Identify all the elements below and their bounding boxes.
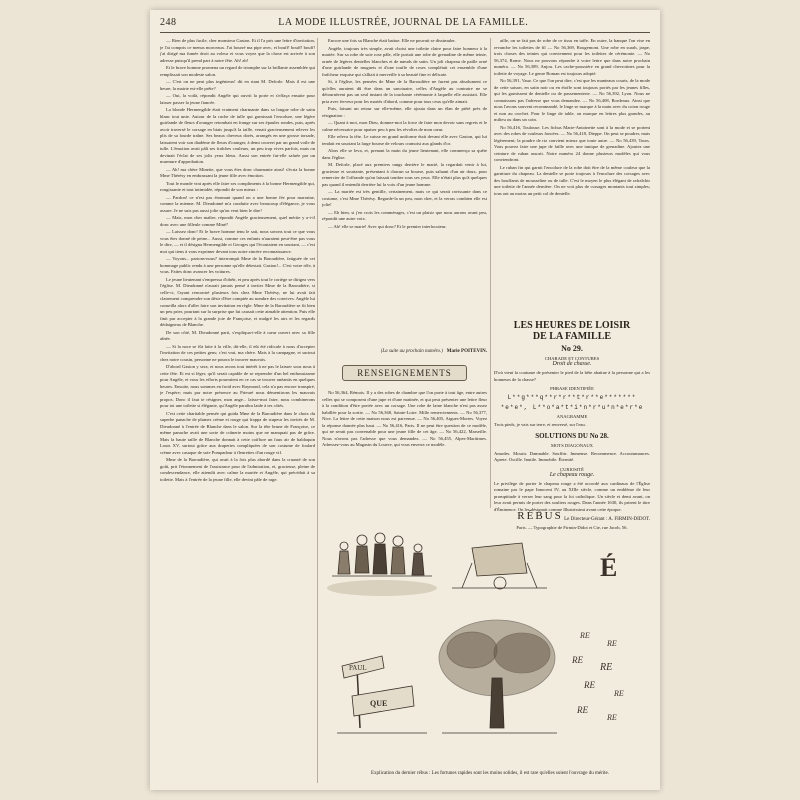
column-divider-right [490, 38, 491, 508]
author-name: Marie POITEVIN. [446, 349, 487, 354]
left-para: Tout le monde vint après elle faire ses compliments à la bonne Hermengilde qui, rougissante et tout intimidée, répondit de son mieux : [160, 180, 315, 192]
page-number: 248 [160, 16, 177, 28]
middle-para: — Ah! elle se marie! Avec qui donc? Et le premier interlocuteur. [328, 223, 447, 229]
left-para: — Oui, la voilà, répondit Angèle qui ouvrit la porte et s'effaça ensuite pour laisser passer la jeune fiancée. [160, 93, 315, 105]
left-para: Le jeune lieutenant s'empressa d'obéir, et peu après tout le cortège se dirigea vers l'église. M. Dieudonné n'aurait jamais pensé à inviter Mme de la Baroudière, si celle-ci, l'ayant rencontré plusieurs fois chez Mme Thérèsy, ne lui avait fait clairement comprendre son désir d'être comptée au nombre des convives. Angèle lui conseilla alors d'aller faire son invitation en règle. Mme de la Baroudière se fit bien un peu prier, pourtant sur la surprise que lui causait cette aimable attention. Puis elle finit par accepter à la grande joie de Françoise, et malgré les airs et les regards dédaigneux de Blanche. [160, 276, 315, 327]
left-para: — Rien de plus facile, cher monsieur Gaston. Et il l'a pris une lettre d'invitation, je l'ai compris ce menus morceaux. J'ai bourré ma pipe avec, et bouff! bouff! bouff! j'ai dirigé ma fumée droit au voleur et vous voyez que la chose est arrivée à son adresse puisqu'il prend part à notre fête. Ah! ah! [160, 38, 315, 63]
tree-drawing [439, 620, 557, 733]
re-mark: RE [577, 705, 588, 715]
right-column [494, 38, 650, 310]
director-line: Le Directeur-Gérant : A. FIRMIN-DIDOT. [564, 517, 650, 522]
cart-drawing [452, 543, 547, 589]
middle-para: Si, à l'église, les pensées de Mme de la Baroudière ne furent pas absolument ce qu'elles auraient dû être dans un sanctuaire, celles d'Angèle au contraire ne se détournèrent pas un seul instant de la touchante cérémonie à laquelle elle assistait. Elle pria avec ferveur pour les mariés d'abord, comme pour tous ceux qu'elle aimait. [322, 79, 487, 104]
re-mark: RE [607, 639, 617, 648]
sign-que: QUE [370, 699, 388, 708]
right-para: Le ruban fin qui garnit l'encolure de la robe doit être de la même couleur que la garniture du chapeau. La dentelle se porte toujours à l'encolure des corsages avec des bouffants de mousseline ou de tulle. C'est le moyen le plus élégant de rafraîchir une toilette de l'année dernière. On ne voit plus de corsages montants tout simples; tous ont au moins un petit col de dentelle. [494, 164, 650, 196]
continued-note: (La suite au prochain numéro.) [380, 349, 443, 354]
left-para: C'est cette charitable pensée qui guida Mme de la Baroudière dans le choix du superbe panache de plumes crème et rouge qui frappa de stupeur les invités de M. Dieudonné à l'entrée de Blanche dans le salon. Sur la tête brune de Françoise, ce même panache avait une sorte de crânerie moins que ne manquait pas de grâce. Mais la haute taille de Blanche donnait à cette coiffure un faux air de baldaquin Louis XV, surtout grâce aux draperies compliquées de son costume de foulard crème avec casaque de soie Pompadour à fleurettes d'un rouge vif. [160, 410, 315, 455]
phrase-label: PHRASE IDENTIFIÉE [550, 386, 594, 391]
story-signature [322, 349, 487, 359]
left-para: — Laissez donc! Et le brave homme tenu le sait, nous savons tout ce que vous vous êtes donné de peine... Aussi, comme ces enfants n'auraient peut-être pas vous le dire, — et il désigna Hermengilde et Georges qui l'écoutaient en souriant, — c'est moi qui tiens à vous exprimer devant tous notre sincère reconnaissance. [160, 229, 315, 254]
middle-para: — La mariée est très gentille, certainement, mais ce qui serait ravissante dans ce costume, c'est Mme Thérèsy. Regarde-la un peu, mon cher, et la verras combien elle est jolie! [322, 189, 487, 207]
renseignements-title: RENSEIGNEMENTS [342, 365, 467, 381]
rebus-letter-e: É [600, 553, 618, 582]
heures-title-line2: DE LA FAMILLE [532, 331, 612, 342]
left-para: De son côté, M. Dieudonné parti, s'expliqua-t-elle à cœur ouvert avec sa fille aînée. [160, 329, 315, 341]
left-para: — Voyons... partons-nous? interrompit Mme de la Baroudière, fatiguée de cet hommage public rendu à une personne qu'elle détestait. Gaston!... C'est votre rôle, à vous. Faites donc avancer les voitures. [160, 256, 315, 274]
middle-para: Alors elle se leva, et, prenant la main du jeune lieutenant, elle commença sa quête dans l'église. [322, 148, 487, 160]
rebus-drawing [322, 528, 652, 748]
anagram-text: Trois pieds, je vais sur terre, et renversé, sur l'eau. [494, 422, 586, 427]
renseignements-header [322, 360, 487, 386]
left-para: Mme de la Baroudière, qui avait à la fois plus abordé dans la cruauté de son goût, prit l'étonnement de l'assistance pour de l'admiration, et, gracieuse, pleine de condescendance, elle attendit avec calme la mariée et Angèle, qui précédait à sa toilette. Mais à l'entrée de la jeune fille, elle devint pâle de rage. [160, 457, 315, 482]
middle-para: Elle releva la tête. Le suisse en grand uniforme était devant elle avec Gaston, qui lui tendait en souriant la large bourse de velours cramoisi aux glands d'or. [322, 134, 487, 146]
renseignements-text-block [322, 390, 487, 505]
heures-number: No 29. [561, 344, 583, 353]
left-para: — Si la noce se fût faite à la ville, dit-elle, il eût été ridicule à nous d'accepter l'invitation de ces petites gens; c'est vrai, ma chère. Mais à la campagne, et surtout chez notre cousin, personne ne pourra le trouver mauvais. [160, 343, 315, 362]
re-mark: RE [614, 689, 624, 698]
middle-para: Angèle, toujours très simple, avait choisi une toilette claire pour faire honneur à la mariée. Sur sa robe de soie rose pâle, elle portait une robe de grenadine de même teinte, ornée de légères dentelles blanches et de nœuds de satin. Un joli chapeau de paille orné d'une guirlande de muguets et d'une touffe de roses complétait cet ensemble d'une fraîcheur exquise qui s'alliait à merveille à sa beauté fine et délicate. [322, 45, 487, 77]
heures-de-loisir-section [494, 320, 650, 530]
right-para: No 56,391, Vauz. Ce que l'on peut dire, c'est que les manteaux courts, de la mode de cette saison, en satin noir ou en étoffe sont toujours portés par les jeunes filles, qui les garnissent de dentelle ou de passementerie. — No 56,392, Lyon. Nous ne connaissons pas l'adresse que vous demandez. — No 56,408, Bordeaux. Ainsi que nous l'avons souvent recommandé, le linge se marque à la main avec du coton rouge et non au crochet. Pour le linge de table, on marque en lettres plus grandes, au milieu ou dans un coin. [494, 78, 650, 122]
left-para: — Pardon! ce n'est pas étonnant quand on a une bonne fée pour marraine, comme la mienne. M. Dieudonné m'a conduite avec beaucoup d'élégance, je vous assure. Je ne suis pas aussi jolie qu'on veut bien le dire! [160, 194, 315, 213]
left-para: — Ah! ma chère Minette, que vous êtes donc charmante ainsi! s'écria la bonne Mme Thérèsy en embrassant la jeune fille avec émotion. [160, 166, 315, 178]
page-header [160, 14, 650, 30]
right-para: No 56,416, Toulouse. Les fichus Marie-Antoinette sont à la mode et se portent avec des robes de couleurs foncées. — No 56,418, Dieppe. On peut se poudrer, mais légèrement; la poudre de riz convient mieux que toute autre. — No 56,439, Tours. Vous pouvez faire une jupe de faille avec une tunique de grenadine. Ajoutez une ceinture de ruban assorti. Notre numéro 24 donne plusieurs modèles qui vous conviendront. [494, 124, 650, 162]
phrase-line1: L**g***q**r*r**t*r**e******* [507, 394, 637, 401]
column-divider-left [317, 38, 318, 783]
re-mark: RE [600, 662, 613, 673]
curiosite-label: CURIOSITÉ [560, 466, 584, 472]
heures-title-line1: LES HEURES DE LOISIR [513, 320, 631, 331]
charade-text: D'où vient la coutume de présenter le pied de la bête abattue à la personne qui a les honneurs de la chasse? [494, 370, 650, 382]
middle-para: M. Deforle, placé aux premiers rangs derrière le marié, la regardait venir à lui, gracieuse et souriante, présentant à chacun sa bourse, puis saluant d'un air doux, pour remercier de l'offrande qu'on laissait tomber sous ses yeux. Elle n'était plus qu'à quelques pas quand il entendit derrière lui la voix d'un jeune homme. [322, 162, 487, 187]
heures-subhead: CHARADE ET CONTURES [544, 356, 600, 361]
rebus-illustration [322, 528, 652, 748]
sign-paul: PAUL [349, 664, 367, 672]
curiosite-title: Le chapeau rouge. [549, 471, 595, 478]
re-mark: RE [580, 631, 590, 640]
journal-title: LA MODE ILLUSTRÉE, JOURNAL DE LA FAMILLE. [278, 16, 529, 28]
middle-para: — Eh bien, si j'en crois les commérages, c'est un plaisir que nous aurons avant peu, répondit une autre voix. [322, 209, 487, 221]
left-para: — Mais, mon cher maître, répondit Angèle gracieusement, quel mérite y a-t-il donc avec une filleule comme Miné? [160, 215, 315, 227]
re-mark: RE [607, 713, 617, 722]
solutions-text: Amodes. Mourir. Damnable. Souffrir. Immense. Recommence. Accoutumances. Aprete. Oscille. Inutile. Immobile. Éternité. [494, 450, 650, 462]
middle-column [322, 38, 487, 356]
left-para: D'abord Gaston y sera, et nous avons tout intérêt à ne pas le laisser sous nous à cette fête. Et est si léger, qu'il serait capable de se reprendre d'un bel enthousiasme pour Angèle, et vous les efforts pourraient en ce cas se trouver anéantis en quelques heures. Ensuite, nous sommes en froid avec Raymond, cela n'a pas encore transpiré, je l'espère; mais par notre présence au Prieuré nous démentirons les mauvais propos. Donc il faut te résigner, mon ange... laisse-moi faire, nous combinerons pour toi une toilette si élégante, qu'Angèle paraîtra laide à tes côtés. [160, 364, 315, 408]
left-column [160, 38, 315, 783]
left-para: Et le brave homme promena un regard de triomphe sur la brillante assemblée qui remplissait son modeste salon. [160, 65, 315, 77]
printer-line: Paris. — Typographie de Firmin-Didot et Cie, rue Jacob, 56. [516, 525, 628, 530]
solutions-title: SOLUTIONS DU No 28. [535, 431, 609, 440]
left-para: — C'est on ne peut plus ingénieux! dit en riant M. Deforle. Mais il est une heure; la mairie est-elle prête? [160, 79, 315, 91]
re-mark: RE [584, 680, 595, 690]
anagram-label: ANAGRAMME [556, 414, 588, 419]
re-mark: RE [572, 655, 583, 665]
phrase-line2: *e*e*, L**o*a*t*i*n*r*u*n*e*r*e [500, 404, 644, 411]
solutions-sub: MOTS DIAGONAUX [551, 442, 593, 448]
renseignements-text: No 56,364, Rémois. Il y a des robes de chambre que l'on porte à tout âge, entre autres celles qui se composent d'une jupe et d'une matinée, et qui peut présenter une lettre fleur à la condition d'être portée avec un corsage. Une robe de laine blanche n'est pas assez habillée pour la sortie. — No 56,368, Sainte-Loire. Mille remerciements. — No 56,377, Nice. La lettre de cette maison nous est parvenue. — No 56,405, Aigues-Mortes. Voyez la réponse donnée plus haut. — No 56,416, Paris. Il ne peut être question de ce modèle, qui ne serait pas convenable pour une jeune fille de cet âge. — No 56,422, Marseille. Nous n'avons pas l'adresse que vous demandez. — No 56,455, Alpes-Maritimes. Adressez-vous au Magasin du Louvre, qui vous enverra ce modèle. [322, 390, 487, 447]
magazine-page [150, 10, 660, 790]
middle-para: Puis, faisant un retour sur elle-même, elle ajouta dans un élan de piété près de résignation : [322, 106, 487, 118]
curiosite-text: Le privilège de porter le chapeau rouge a été accordé aux cardinaux de l'Église romaine par le pape Innocent IV, au XIIIe siècle, comme un emblème de leur promptitude à verser leur sang pour la foi catholique. Un siècle et demi avant, on leur avait permis de porter des souliers rouges. Dans l'année 1630, ils prirent le titre d'Éminence. On les désignait comme Illustrissimi avant cette époque. [494, 480, 650, 512]
middle-para: — Quant à moi, mon Dieu, donnez-moi la force de faire mon devoir sans regrets et le calme nécessaire pour apaiser peu à peu les révoltes de mon cœur. [322, 120, 487, 132]
charade-title: Droit de chasse. [552, 361, 592, 367]
right-para: aille, on se fait pas de robe de ce tissu en taffe. En outre, la banque l'on vise en revanche les toilettes de fil — No 56,369, Rougemont. Une robe en surah, jaspe, trois choses des teintes qui conviennent pour les toilettes de cérémonie. — No 56,374, Rome. Nous ne pouvons répondre à votre lettre que dans notre prochain numéro. — No 56,389, Anjou. Les cache-poussière en grand chevrotines pour la toilette de voyage. Le genre Roman est toujours adopté. [494, 38, 650, 76]
middle-para: Encore une fois sa Blanche était battue. Elle ne pouvait se dissimuler. [328, 38, 456, 43]
rebus-title: RÉBUS [517, 510, 563, 522]
rebus-caption: Explication du dernier rébus : Les fortunes rapides sont les moins solides, il est rare qu'elles soient l'ouvrage du mérite. [371, 771, 609, 776]
group-of-men-drawing [327, 533, 437, 596]
left-para: La blonde Hermengilde était vraiment charmante dans sa longue robe de satin blanc tout unie. Autour de la ruche de tulle qui garnissait l'encolure, une légère guirlande de fleurs d'oranger retombait en frange sur ses épaules rondes, puis, après avoir traversé le corsage en biais jusqu'à la taille, venait gracieusement relever les plis de sa lourde traîne. Ses beaux cheveux dorés, arrangés en une grosse torsade, laissaient voir son diadème de fleurs d'oranger, à demi couvert par un grand voile de tulle. L'émotion avait pâli ses fraîches couleurs, un peu trop vives parfois, mais on devinait l'éclat de ses jolis yeux bleus. Aussi son entrée fut-elle saluée par un murmure d'approbation. [160, 107, 315, 164]
header-rule [160, 32, 650, 33]
